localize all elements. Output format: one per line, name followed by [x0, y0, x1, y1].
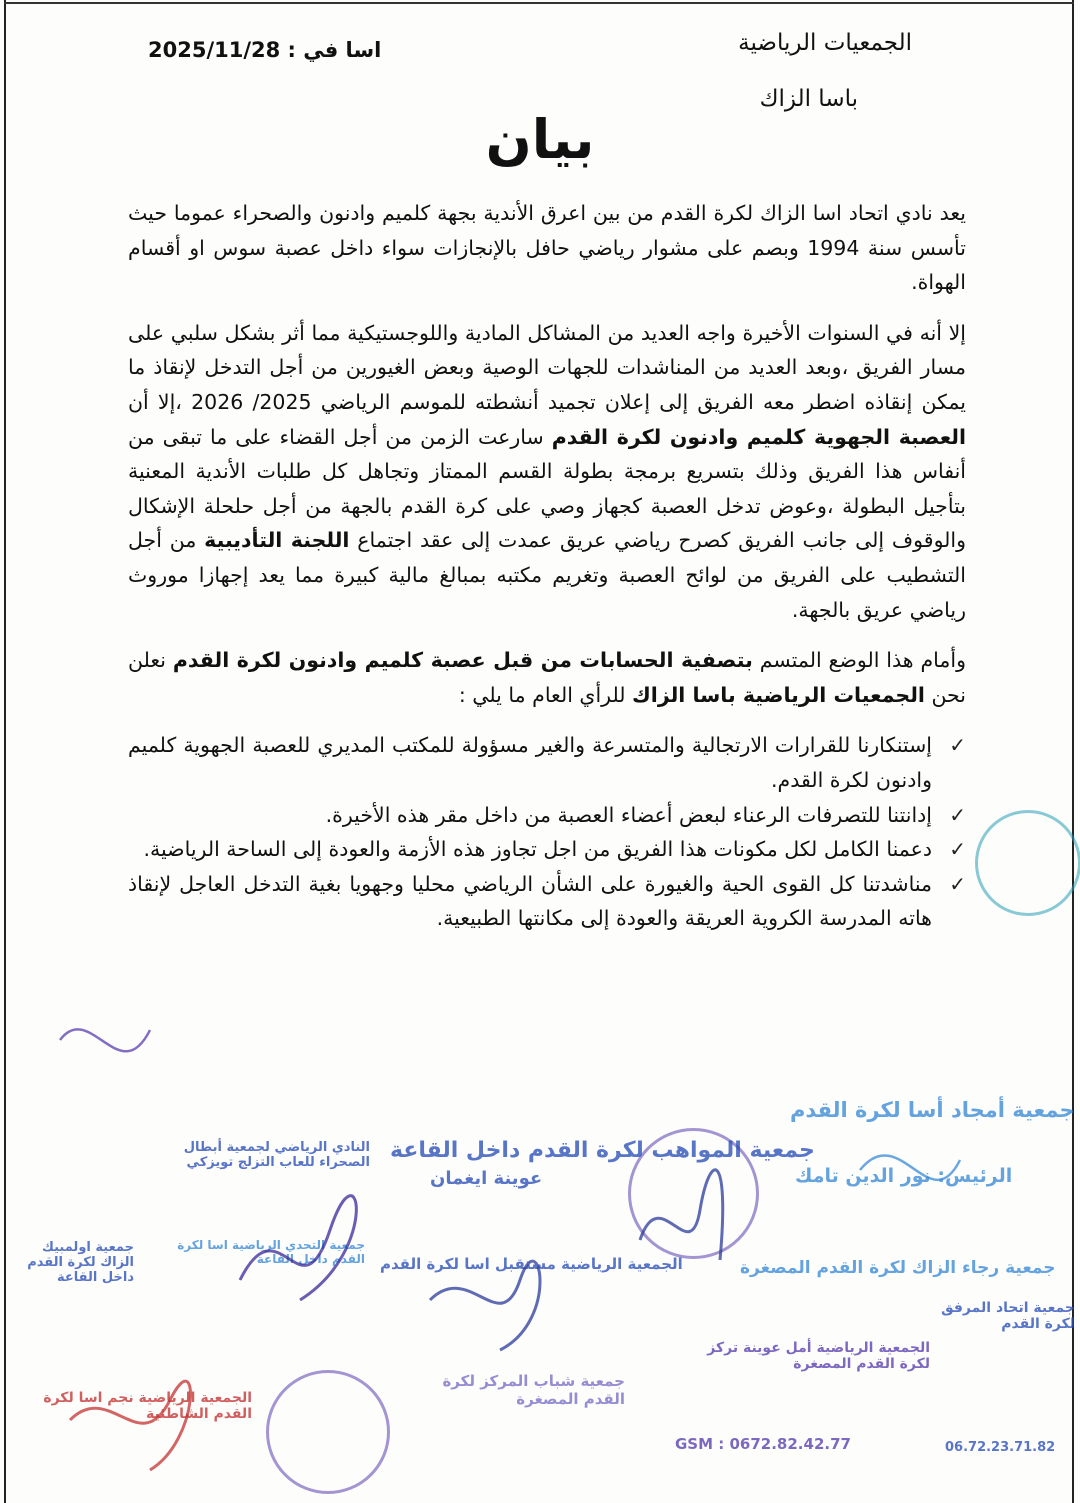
stamp: عوينة ايغمان — [430, 1168, 543, 1189]
stamp: GSM : 0672.82.42.77 — [675, 1435, 851, 1453]
league-name-bold: العصبة الجهوية كلميم وادنون لكرة القدم — [551, 424, 966, 449]
disciplinary-committee-bold: اللجنة التأديبية — [204, 528, 350, 553]
stamp: 06.72.23.71.82 — [945, 1440, 1056, 1455]
check-icon: ✓ — [949, 802, 966, 827]
stamp: جمعية رجاء الزاك لكرة القدم المصغرة — [740, 1258, 1056, 1278]
paragraph-problems: إلا أنه في السنوات الأخيرة واجه العديد من المشاكل المادية واللوجستيكية مما أثر بشكل سلبي على مسار الفريق ،وبعد العديد من المناشدات للجهات الوصية وبعض الغيورين من أجل التدخل لإنقاذ ما يمكن إنقاذه اضطر معه الفريق إلى إعلان تجميد أنشطته للموسم الرياضي 2025/ 2026 ،إلا أن العصبة الجهوية كلميم وادنون لكرة القدم سارعت الزمن من أجل القضاء على ما تبقى من أنفاس هذا الفريق وذلك بتسريع برمجة بطولة القسم الممتاز وتجاهل كل طلبات الأندية المعنية بتأجيل البطولة ،وعوض تدخل العصبة كجهاز وصي على كرة القدم بالجهة من أجل حلحلة الإشكال والوقوف إلى جانب الفريق كصرح رياضي عريق عمدت إلى عقد اجتماع اللجنة التأديبية من أجل التشطيب على الفريق من لوائح العصبة وتغريم مكتبه بمبالغ مالية كبيرة مما يعد إجهازا موروث رياضي عريق بالجهة. — [128, 320, 966, 622]
check-icon: ✓ — [949, 733, 966, 758]
organization-name: الجمعيات الرياضية — [738, 30, 912, 56]
stamp: الرئيس: نور الدين تامك — [795, 1165, 1013, 1187]
stamp: جمعية اتحاد المرفق لكرة القدم — [941, 1300, 1075, 1332]
stamp: الجمعية الرياضية نجم اسا لكرة القدم الشاطئية — [43, 1390, 252, 1422]
signature-stroke — [70, 1381, 190, 1470]
city-name: باسا الزاك — [759, 86, 858, 112]
stamp: جمعية التحدي الرياضية اسا لكرة القدم داخل القاعة — [177, 1238, 365, 1266]
signature-stroke — [640, 1170, 723, 1260]
stamp: الجمعية الرياضية مستقبل اسا لكرة القدم — [380, 1255, 683, 1273]
check-icon: ✓ — [949, 871, 966, 896]
list-item: ✓ إستنكارنا للقرارات الارتجالية والمتسرعة والغير مسؤولة للمكتب المديري للعصبة الجهوية كلميم وادنون لكرة القدم. — [128, 728, 966, 797]
paragraph-intro: يعد نادي اتحاد اسا الزاك لكرة القدم من بين اعرق الأندية بجهة كلميم وادنون والصحراء عموما حيث تأسس سنة 1994 وبصم على مشوار رياضي حافل بالإنجازات سواء داخل عصبة سوس او أقسام الهواة. — [128, 201, 966, 295]
date-line: اسا في : 2025/11/28 — [148, 38, 382, 62]
list-item: ✓ إدانتنا للتصرفات الرعناء لبعض أعضاء العصبة من داخل مقر هذه الأخيرة. — [128, 798, 966, 833]
stamp: جمعية اولمبيك الزاك لكرة القدم داخل القاعة — [27, 1240, 134, 1285]
stamp: جمعية أمجاد أسا لكرة القدم — [790, 1098, 1075, 1122]
stamp: الجمعية الرياضية أمل عوينة تركز لكرة القدم المصغرة — [707, 1340, 930, 1372]
list-item: ✓ مناشدتنا كل القوى الحية والغيورة على الشأن الرياضي محليا وجهويا بغية التدخل العاجل لإنقاذ هاته المدرسة الكروية العريقة والعودة إلى مكانتها الطبيعية. — [128, 867, 966, 936]
stamp: جمعية المواهب لكرة القدم داخل القاعة — [390, 1138, 815, 1163]
check-icon: ✓ — [949, 837, 966, 862]
list-item: ✓ دعمنا الكامل لكل مكونات هذا الفريق من اجل تجاوز هذه الأزمة والعودة إلى الساحة الرياضية. — [128, 832, 966, 867]
signature-stroke — [860, 1155, 960, 1179]
stamp: النادي الرياضي لجمعية أبطال الصحراء للعاب التزلج تويزكي — [183, 1140, 370, 1170]
page-title: بيان — [485, 108, 595, 171]
signature-stroke — [60, 1029, 150, 1051]
stamp: جمعية شباب المركز لكرة القدم المصغرة — [442, 1372, 625, 1408]
signature-stroke — [240, 1196, 356, 1300]
paragraph-declaration: وأمام هذا الوضع المتسم بتصفية الحسابات من قبل عصبة كلميم وادنون لكرة القدم نعلن نحن الجمعيات الرياضية باسا الزاك للرأي العام ما يلي : — [128, 648, 966, 707]
signature-stroke — [430, 1261, 540, 1350]
